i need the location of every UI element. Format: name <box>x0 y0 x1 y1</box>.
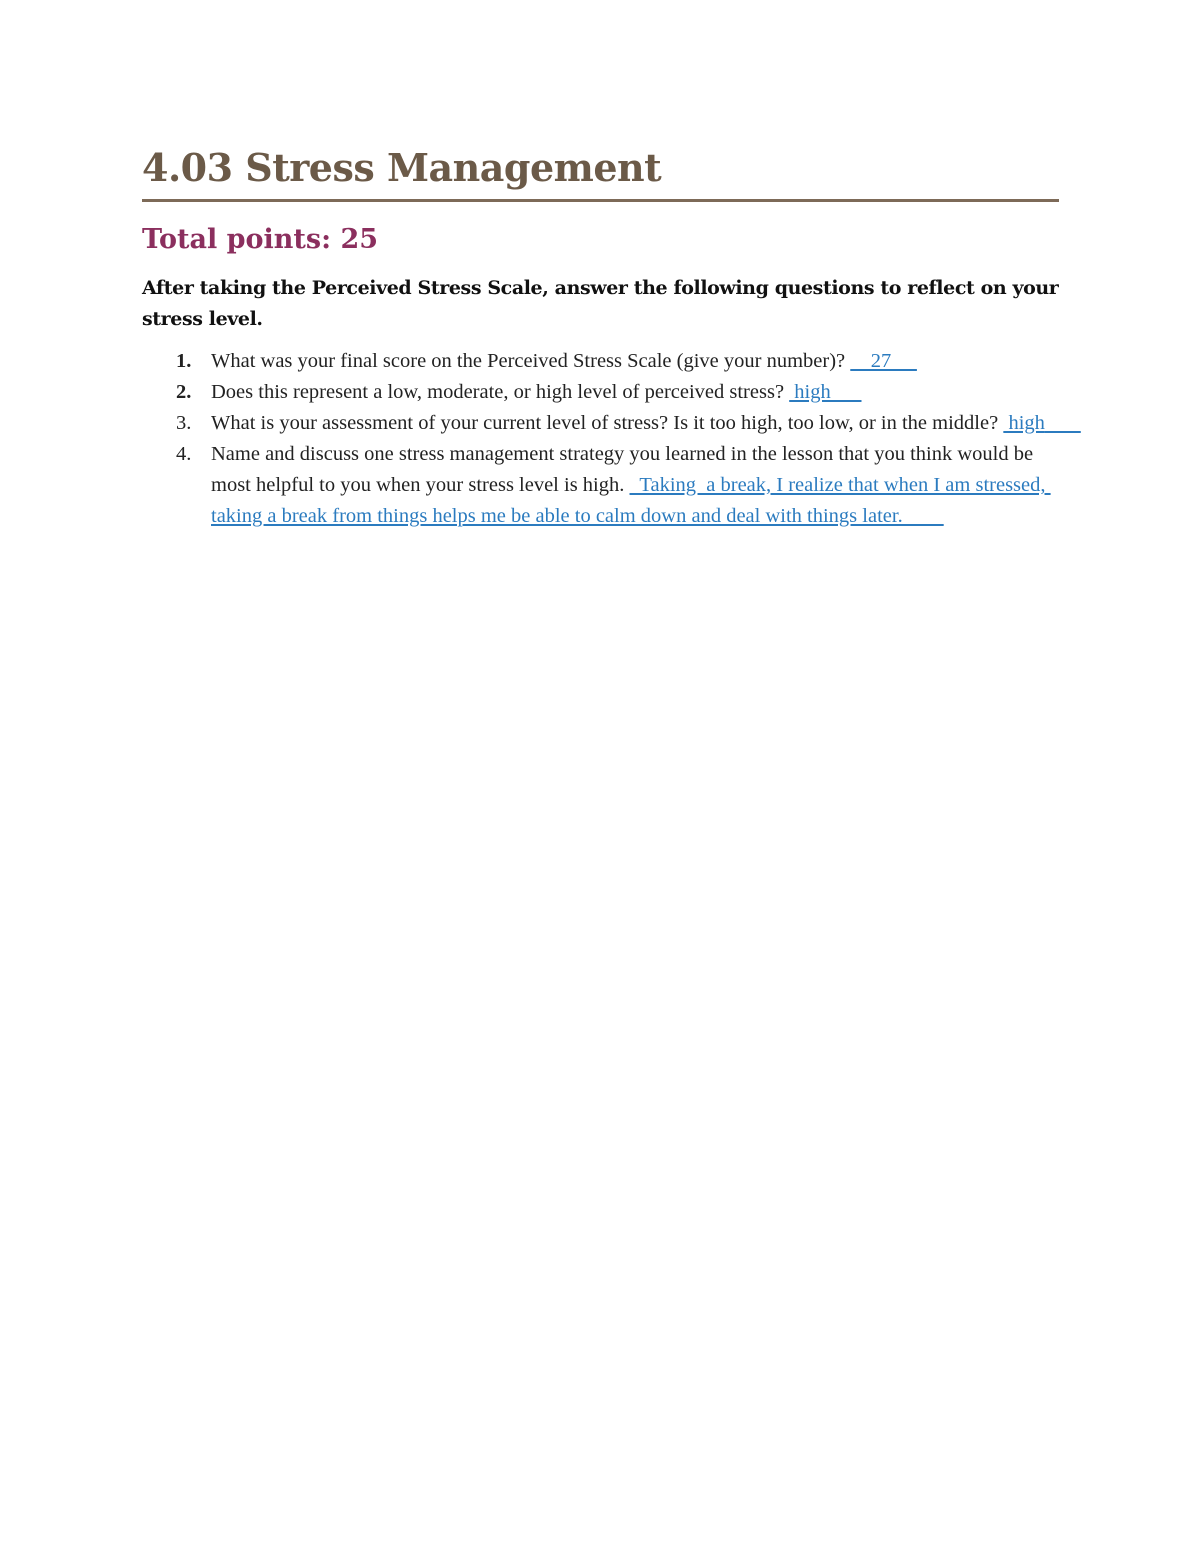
page-title: 4.03 Stress Management <box>142 145 662 190</box>
question-number: 3. <box>176 412 192 434</box>
question-text: What was your final score on the Perceived Stress Scale (give your number)? <box>211 350 851 372</box>
answer-text[interactable]: Taking a break, I realize that when I am stressed, taking a break from things helps me be able to calm down and deal with things later. <box>211 474 1051 527</box>
answer-text[interactable]: high <box>789 381 862 403</box>
total-points-heading: Total points: 25 <box>142 224 379 255</box>
question-text: Name and discuss one stress management strategy you learned in the lesson that you think would be most helpful to you when your stress level is high. <box>211 443 1034 496</box>
question-item-1 <box>142 346 1060 377</box>
question-text: What is your assessment of your current level of stress? Is it too high, too low, or in the middle? <box>211 412 1004 434</box>
title-divider <box>142 199 1059 202</box>
question-number: 1. <box>176 350 192 372</box>
question-item-2 <box>142 377 1060 408</box>
question-number: 2. <box>176 381 192 403</box>
question-number: 4. <box>176 443 192 465</box>
answer-text[interactable]: high <box>1003 412 1081 434</box>
question-item-4 <box>142 439 1060 532</box>
instructions-paragraph: After taking the Perceived Stress Scale, answer the following questions to reflect on your stress level. <box>142 277 1059 330</box>
question-text: Does this represent a low, moderate, or high level of perceived stress? <box>211 381 790 403</box>
question-item-3 <box>142 408 1081 439</box>
question-list <box>142 346 1081 532</box>
answer-text[interactable]: 27 <box>850 350 917 372</box>
